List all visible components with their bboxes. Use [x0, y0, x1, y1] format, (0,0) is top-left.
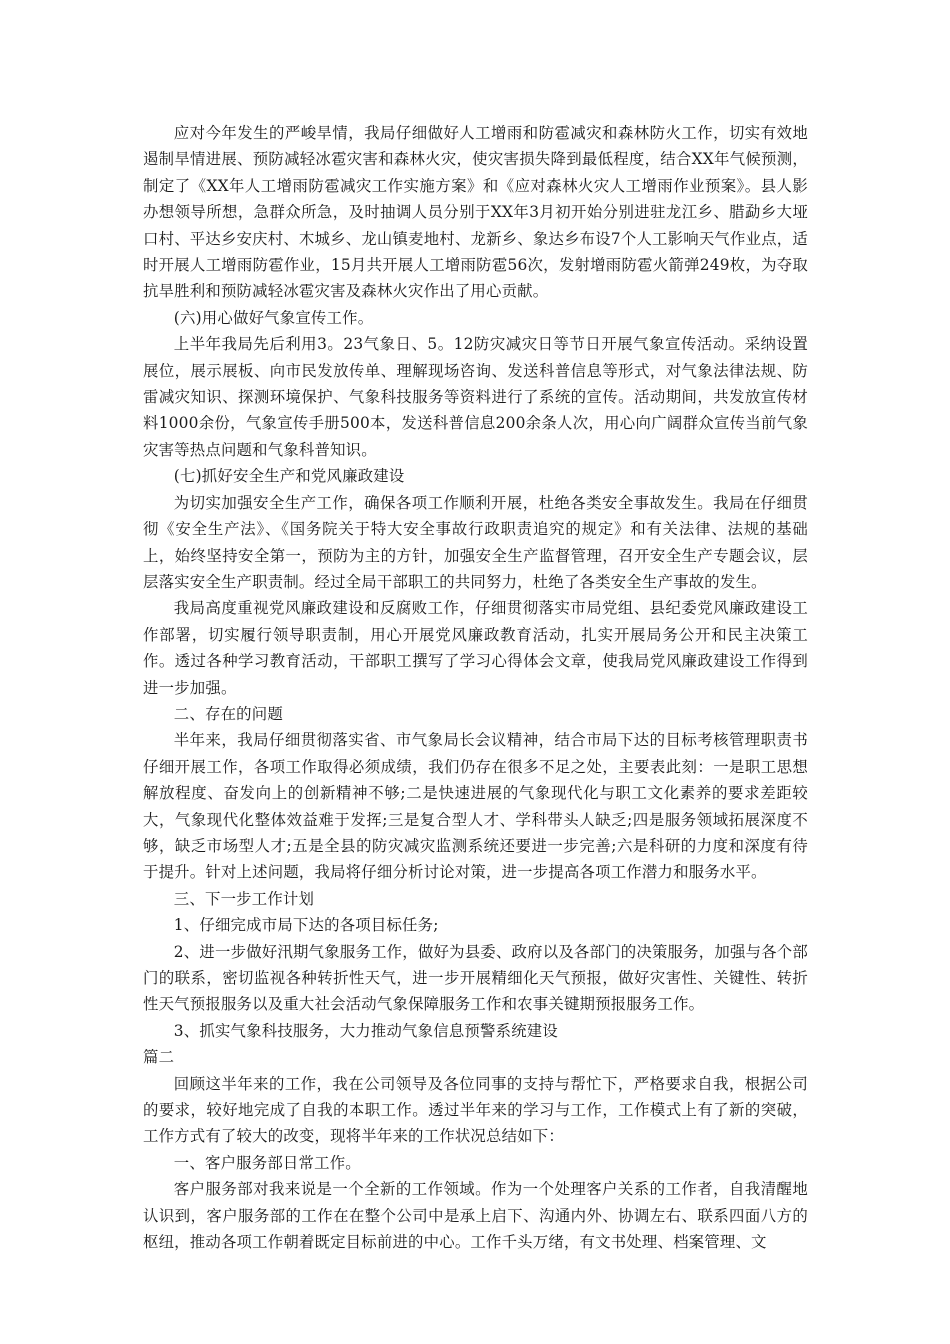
- paragraph: 回顾这半年来的工作，我在公司领导及各位同事的支持与帮忙下，严格要求自我，根据公司的要求，较好地完成了自我的本职工作。透过半年来的学习与工作，工作模式上有了新的突破，工作方式有了较大的改变，现将半年来的工作状况总结如下：: [143, 1074, 808, 1146]
- section-heading: 一、客户服务部日常工作。: [173, 1153, 361, 1172]
- list-item: 3、抓实气象科技服务，大力推动气象信息预警系统建设: [173, 1021, 558, 1040]
- list-item: 2、进一步做好汛期气象服务工作，做好为县委、政府以及各部门的决策服务，加强与各个部门的联系，密切监视各种转折性天气，进一步开展精细化天气预报，做好灾害性、关键性、转折性天气预报服务以及重大社会活动气象保障服务工作和农事关键期预报服务工作。: [143, 942, 808, 1014]
- paragraph: 客户服务部对我来说是一个全新的工作领域。作为一个处理客户关系的工作者，自我清醒地认识到，客户服务部的工作在在整个公司中是承上启下、沟通内外、协调左右、联系四面八方的枢纽，推动各项工作朝着既定目标前进的中心。工作千头万绪，有文书处理、档案管理、文: [143, 1180, 808, 1252]
- part-title: 篇二: [143, 1048, 175, 1067]
- section-heading: 三、下一步工作计划: [173, 889, 315, 908]
- paragraph: 应对今年发生的严峻旱情，我局仔细做好人工增雨和防雹减灾和森林防火工作，切实有效地遏制旱情进展、预防减轻冰雹灾害和森林火灾，使灾害损失降到最低程度，结合XX年气候预测，制定了《XX年人工增雨防雹减灾工作实施方案》和《应对森林火灾人工增雨作业预案》。县人影办想领导所想，急群众所急，及时抽调人员分别于XX年3月初开始分别进驻龙江乡、腊勐乡大垭口村、平达乡安庆村、木城乡、龙山镇麦地村、龙新乡、象达乡布设7个人工影响天气作业点，适时开展人工增雨防雹作业，15月共开展人工增雨防雹56次，发射增雨防雹火箭弹249枚，为夺取抗旱胜利和预防减轻冰雹灾害及森林火灾作出了用心贡献。: [143, 124, 808, 301]
- paragraph: 为切实加强安全生产工作，确保各项工作顺利开展，杜绝各类安全事故发生。我局在仔细贯彻《安全生产法》、《国务院关于特大安全事故行政职责追究的规定》和有关法律、法规的基础上，始终坚持安全第一，预防为主的方针，加强安全生产监督管理，召开安全生产专题会议，层层落实安全生产职责制。经过全局干部职工的共同努力，杜绝了各类安全生产事故的发生。: [143, 493, 808, 591]
- document-body: [143, 120, 808, 1255]
- section-heading: (七)抓好安全生产和党风廉政建设: [173, 467, 405, 486]
- section-heading: 二、存在的问题: [173, 704, 283, 723]
- list-item: 1、仔细完成市局下达的各项目标任务;: [173, 916, 439, 935]
- paragraph: 我局高度重视党风廉政建设和反腐败工作，仔细贯彻落实市局党组、县纪委党风廉政建设工作部署，切实履行领导职责制，用心开展党风廉政教育活动，扎实开展局务公开和民主决策工作。透过各种学习教育活动，干部职工撰写了学习心得体会文章，使我局党风廉政建设工作得到进一步加强。: [143, 599, 808, 697]
- section-heading: (六)用心做好气象宣传工作。: [173, 308, 374, 327]
- paragraph: 半年来，我局仔细贯彻落实省、市气象局长会议精神，结合市局下达的目标考核管理职责书仔细开展工作，各项工作取得必须成绩，我们仍存在很多不足之处，主要表此刻：一是职工思想解放程度、奋发向上的创新精神不够;二是快速进展的气象现代化与职工文化素养的要求差距较大，气象现代化整体效益难于发挥;三是复合型人才、学科带头人缺乏;四是服务领域拓展深度不够，缺乏市场型人才;五是全县的防灾减灾监测系统还要进一步完善;六是科研的力度和深度有待于提升。针对上述问题，我局将仔细分析讨论对策，进一步提高各项工作潜力和服务水平。: [143, 731, 808, 882]
- paragraph: 上半年我局先后利用3。23气象日、5。12防灾减灾日等节日开展气象宣传活动。采纳设置展位，展示展板、向市民发放传单、理解现场咨询、发送科普信息等形式，对气象法律法规、防雷减灾知识、探测环境保护、气象科技服务等资料进行了系统的宣传。活动期间，共发放宣传材料1000余份，气象宣传手册500本，发送科普信息200余条人次，用心向广阔群众宣传当前气象灾害等热点问题和气象科普知识。: [143, 335, 808, 459]
